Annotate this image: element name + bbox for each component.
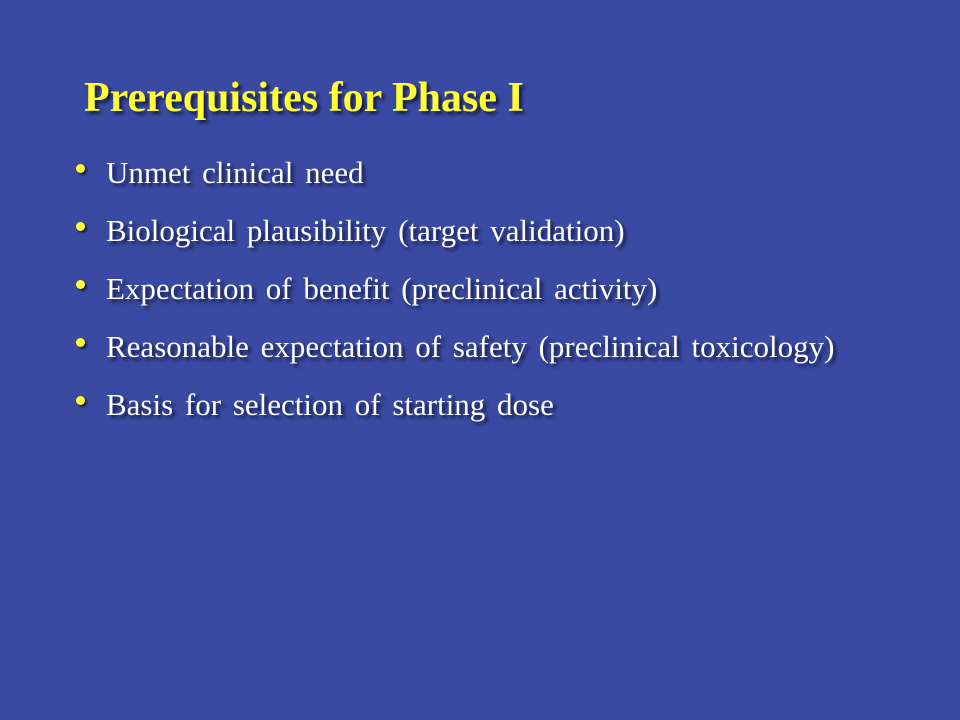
bullet-dot-icon: [76, 222, 85, 231]
bullet-text: Basis for selection of starting dose: [106, 387, 554, 422]
bullet-text: Reasonable expectation of safety (preclinical toxicology): [106, 329, 835, 364]
bullet-item: [76, 272, 836, 306]
bullet-text: Unmet clinical need: [106, 155, 364, 190]
bullet-item: [76, 156, 836, 190]
bullet-text: Biological plausibility (target validation): [106, 213, 625, 248]
bullet-dot-icon: [76, 164, 85, 173]
bullet-text: Expectation of benefit (preclinical activity): [106, 271, 658, 306]
bullet-item: [76, 330, 836, 364]
slide-title: Prerequisites for Phase I: [84, 75, 524, 121]
bullet-dot-icon: [76, 338, 85, 347]
bullet-item: [76, 214, 836, 248]
bullet-list: [76, 156, 836, 446]
bullet-item: [76, 388, 836, 422]
bullet-dot-icon: [76, 396, 85, 405]
bullet-dot-icon: [76, 280, 85, 289]
